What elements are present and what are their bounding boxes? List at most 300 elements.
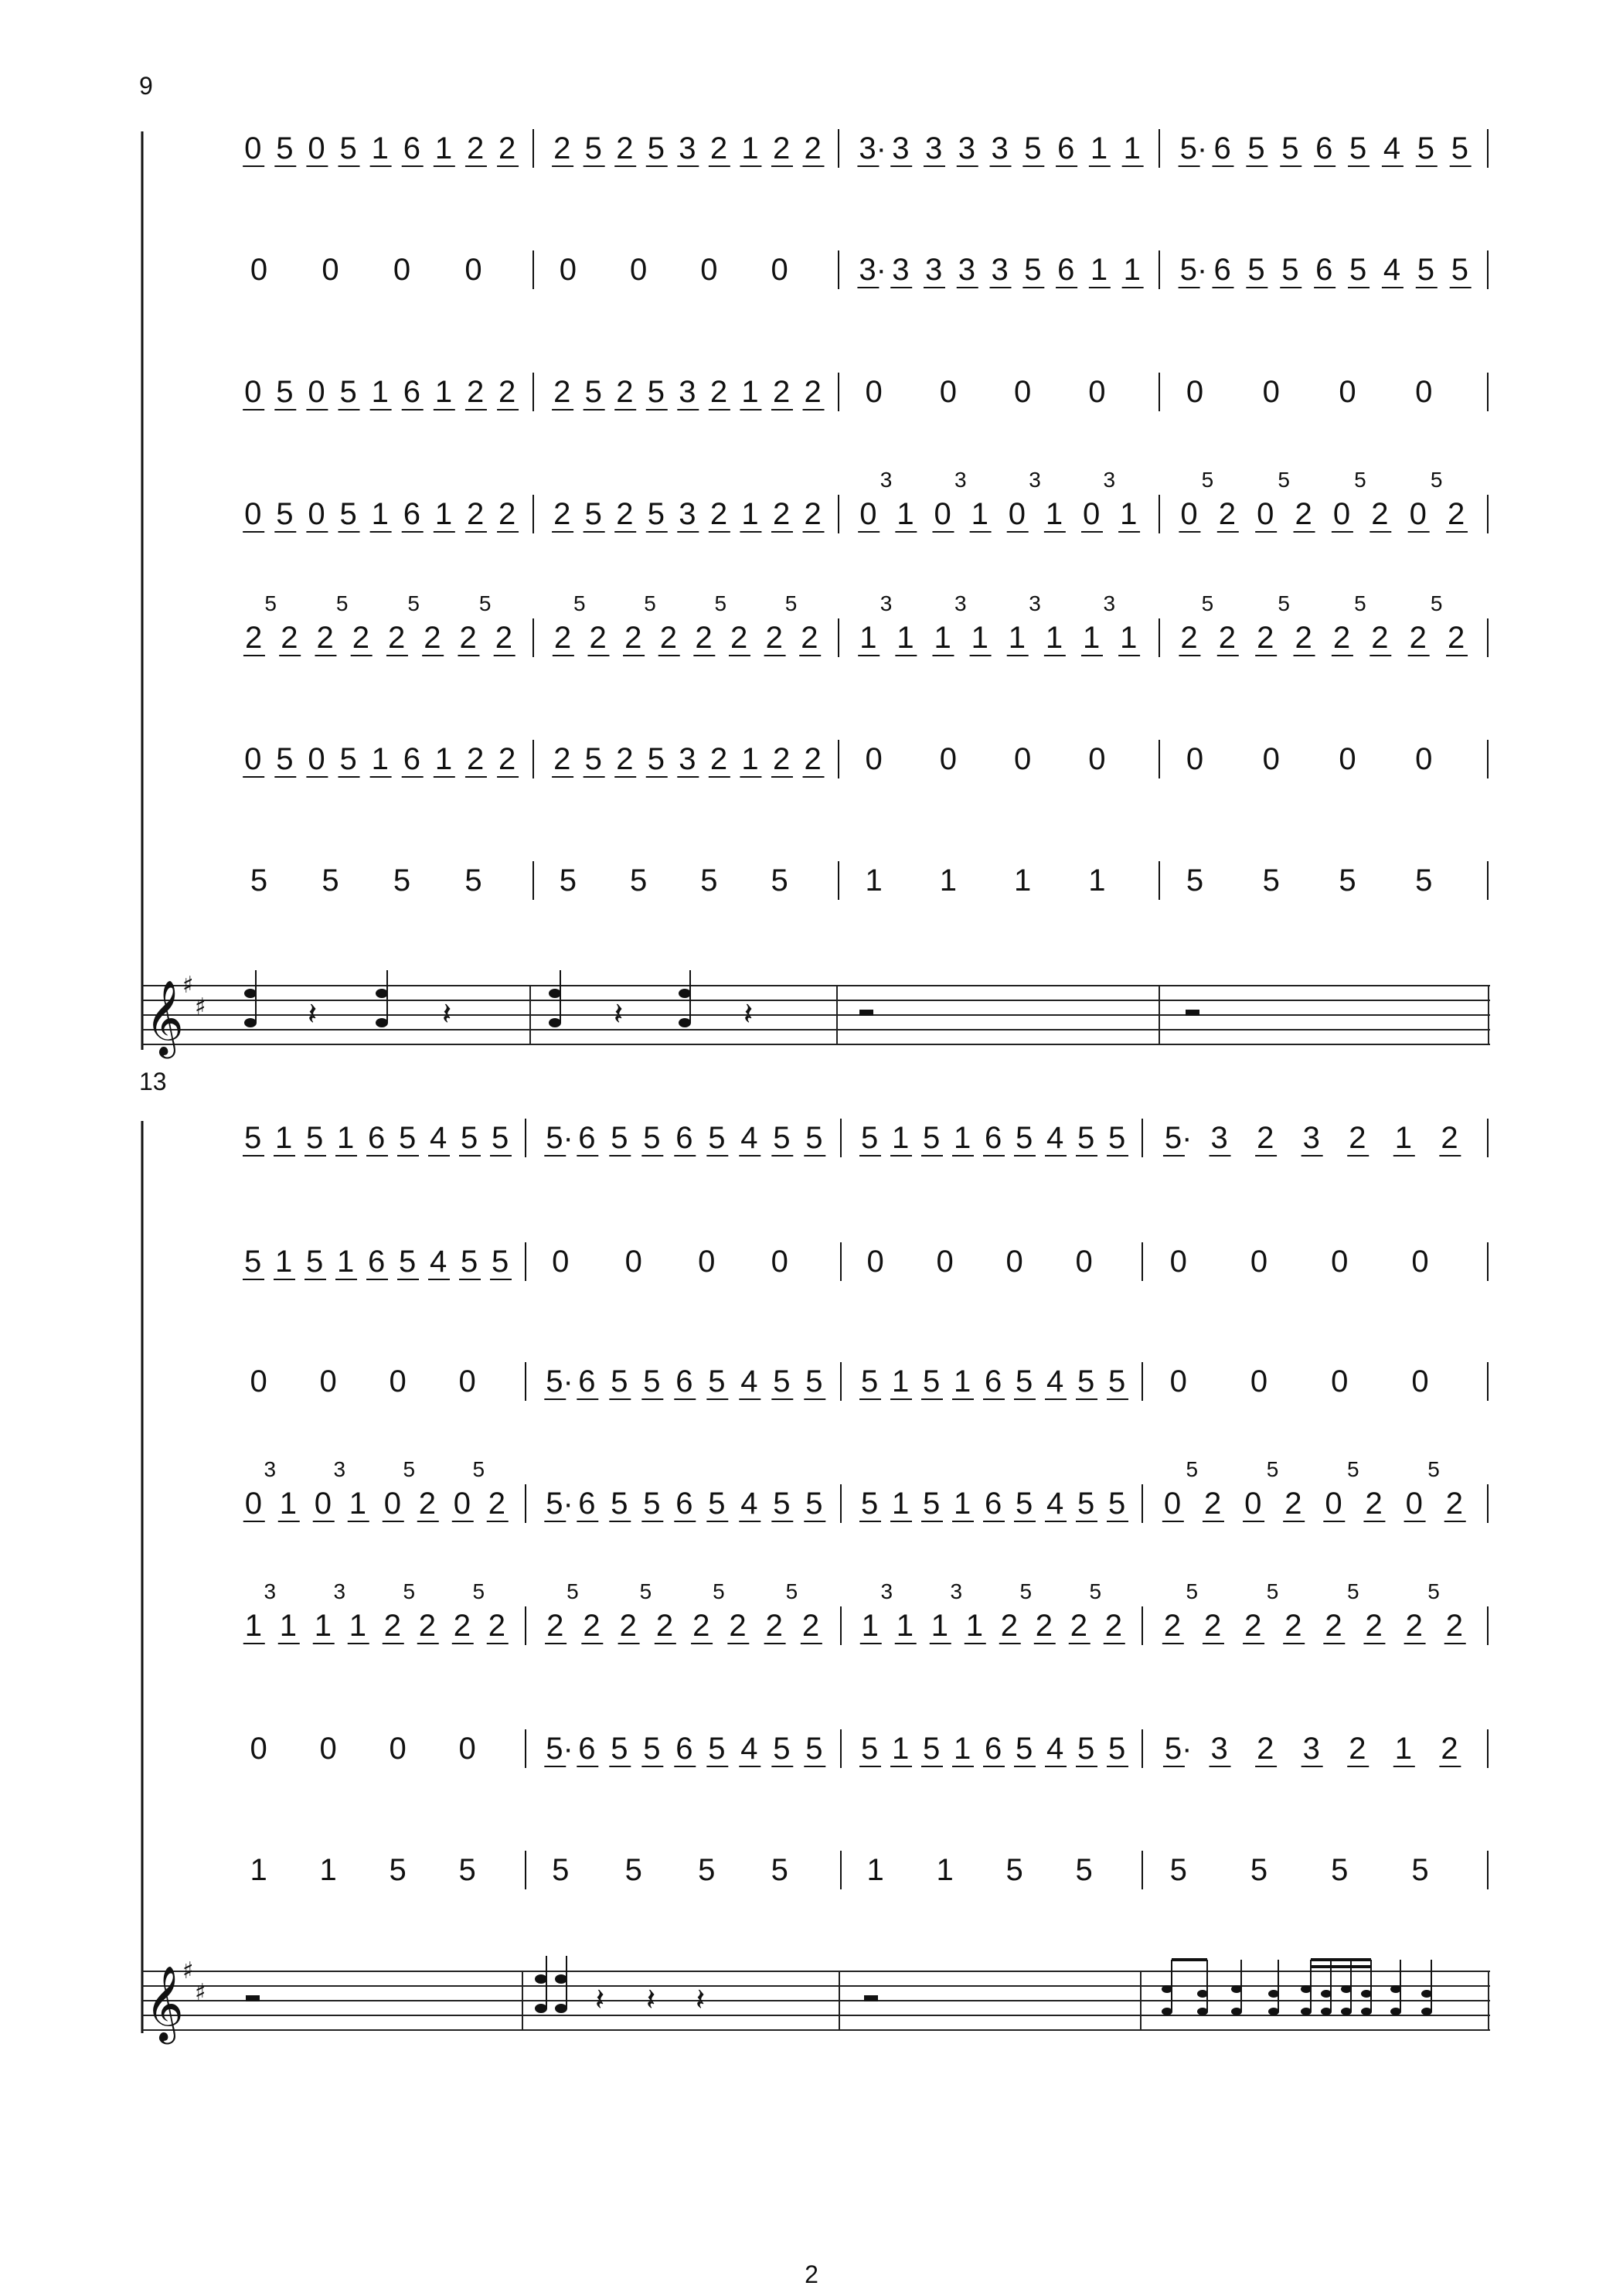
chord-mark: 5 xyxy=(714,591,727,615)
jianpu-note: 2 xyxy=(418,1487,436,1521)
jianpu-note: 3 xyxy=(924,253,943,287)
jianpu-note: 5 xyxy=(559,864,577,898)
jianpu-note: 3 xyxy=(1210,1732,1228,1766)
jianpu-note: 5 xyxy=(464,864,482,898)
jianpu-note: 0 xyxy=(865,375,883,409)
jianpu-note: 5 xyxy=(339,742,357,776)
jianpu-note: 0 xyxy=(250,1364,267,1398)
sharp-icon: ♯ xyxy=(195,1979,206,2006)
jianpu-note: 6 xyxy=(368,1121,386,1155)
jianpu-note: 0 xyxy=(250,253,268,287)
jianpu-note: 2 xyxy=(730,621,748,655)
chord-mark: 3 xyxy=(1103,591,1116,615)
jianpu-note: 1 xyxy=(279,1609,297,1643)
whole-rest-icon xyxy=(246,1995,260,2001)
chord-mark: 5 xyxy=(1427,1457,1440,1481)
jianpu-note: 6 xyxy=(675,1487,693,1521)
jianpu-note: 1 xyxy=(434,742,453,776)
jianpu-note: 6 xyxy=(985,1487,1002,1521)
jianpu-note: 2 xyxy=(553,742,571,776)
jianpu-note: 4 xyxy=(740,1121,758,1155)
notehead xyxy=(1301,2008,1312,2015)
jianpu-note: 0 xyxy=(1169,1245,1187,1279)
jianpu-note: 1 xyxy=(279,1487,297,1521)
jianpu-note: 2 xyxy=(1203,1487,1222,1521)
jianpu-note: 2 xyxy=(772,375,791,409)
jianpu-note: 5 xyxy=(698,1853,716,1887)
jianpu-note: 5 xyxy=(1016,1364,1033,1398)
jianpu-note: 5 xyxy=(700,864,718,898)
jianpu-note: 5 xyxy=(805,1732,823,1766)
jianpu-note: 1 xyxy=(319,1853,337,1887)
jianpu-note: 2 xyxy=(453,1609,471,1643)
jianpu-note: 0 xyxy=(244,497,262,531)
jianpu-note: 2 xyxy=(1371,497,1389,531)
jianpu-note: 0 xyxy=(552,1245,570,1279)
jianpu-note: 0 xyxy=(866,1245,884,1279)
jianpu-note: 5 xyxy=(611,1732,628,1766)
jianpu-note: 5 xyxy=(1016,1121,1033,1155)
jianpu-note: 5 xyxy=(1024,131,1042,165)
jianpu-note: 6 xyxy=(985,1364,1002,1398)
jianpu-note: 5 xyxy=(923,1121,941,1155)
staff xyxy=(142,1956,1490,2044)
jianpu-note: 5 xyxy=(647,497,665,531)
chord-mark: 5 xyxy=(639,1579,652,1603)
jianpu-note: 6 xyxy=(368,1245,386,1279)
jianpu-note: 5 xyxy=(1349,131,1367,165)
jianpu-note: 6 xyxy=(985,1121,1002,1155)
jianpu-note: 2 xyxy=(1405,1609,1423,1643)
jianpu-note: 0 xyxy=(308,375,325,409)
chord-mark: 5 xyxy=(1427,1579,1440,1603)
jianpu-note: 6 xyxy=(403,497,420,531)
jianpu-note: 5 xyxy=(773,1732,791,1766)
jianpu-note: 2 xyxy=(352,621,369,655)
jianpu-note: 5 xyxy=(1339,864,1356,898)
jianpu-note: 3 xyxy=(679,497,696,531)
sharp-icon: ♯ xyxy=(182,972,194,999)
jianpu-note: 1 xyxy=(954,1487,971,1521)
jianpu-note: 5 xyxy=(461,1245,478,1279)
jianpu-note: 0 xyxy=(308,497,325,531)
jianpu-note: 0 xyxy=(244,131,262,165)
jianpu-note: 5 xyxy=(771,1853,788,1887)
jianpu-note: 5 xyxy=(276,497,294,531)
jianpu-note: 1 xyxy=(971,621,988,655)
jianpu-note: 5 xyxy=(923,1732,941,1766)
measure-number-label: 9 xyxy=(139,72,153,100)
jianpu-note: 3 xyxy=(892,131,910,165)
jianpu-note: 3· xyxy=(859,131,886,165)
jianpu-note: 5 xyxy=(492,1121,509,1155)
jianpu-note: 3 xyxy=(1302,1121,1320,1155)
jianpu-note: 1 xyxy=(371,375,389,409)
jianpu-note: 0 xyxy=(1163,1487,1182,1521)
jianpu-note: 2 xyxy=(383,1609,401,1643)
jianpu-note: 5· xyxy=(1164,1732,1193,1766)
jianpu-note: 6 xyxy=(1213,131,1231,165)
jianpu-note: 5 xyxy=(389,1853,407,1887)
whole-rest-icon xyxy=(859,1010,873,1016)
jianpu-note: 2 xyxy=(553,375,571,409)
jianpu-note: 5 xyxy=(629,864,648,898)
rest-icon: 𝄽 xyxy=(646,1982,656,2018)
jianpu-note: 0 xyxy=(629,253,648,287)
jianpu-note: 2 xyxy=(616,131,634,165)
jianpu-note: 4 xyxy=(1383,253,1401,287)
jianpu-note: 5 xyxy=(458,1853,476,1887)
jianpu-note: 0 xyxy=(1008,497,1026,531)
jianpu-note: 0 xyxy=(771,1245,788,1279)
jianpu-note: 5 xyxy=(643,1364,661,1398)
jianpu-note: 0 xyxy=(1332,497,1351,531)
jianpu-note: 2 xyxy=(553,131,571,165)
chord-mark: 5 xyxy=(573,591,586,615)
jianpu-note: 2 xyxy=(624,621,642,655)
jianpu-note: 5 xyxy=(643,1732,661,1766)
jianpu-note: 0 xyxy=(250,1732,267,1766)
chord-mark: 5 xyxy=(407,591,420,615)
jianpu-note: 5 xyxy=(584,375,602,409)
notehead xyxy=(1341,1985,1352,1993)
jianpu-note: 0 xyxy=(624,1245,642,1279)
jianpu-note: 2 xyxy=(424,621,441,655)
chord-mark: 5 xyxy=(1346,1457,1359,1481)
jianpu-note: 2 xyxy=(729,1609,747,1643)
jianpu-note: 0 xyxy=(1415,742,1433,776)
jianpu-note: 0 xyxy=(1088,375,1106,409)
jianpu-note: 5 xyxy=(339,375,357,409)
jianpu-note: 5 xyxy=(250,864,268,898)
jianpu-note: 6 xyxy=(1057,253,1075,287)
jianpu-note: 6 xyxy=(985,1732,1002,1766)
jianpu-note: 2 xyxy=(1365,1487,1383,1521)
jianpu-note: 0 xyxy=(308,131,325,165)
jianpu-note: 0 xyxy=(1415,375,1433,409)
rest-icon: 𝄽 xyxy=(696,1982,706,2018)
jianpu-note: 2 xyxy=(1284,1609,1302,1643)
jianpu-note: 0 xyxy=(700,253,718,287)
jianpu-note: 5 xyxy=(1075,1853,1093,1887)
jianpu-note: 1 xyxy=(1090,253,1108,287)
jianpu-note: 0 xyxy=(393,253,411,287)
notehead xyxy=(679,1018,691,1027)
jianpu-note: 0 xyxy=(1339,375,1356,409)
numbered-notation-system xyxy=(243,129,1488,900)
jianpu-note: 3 xyxy=(991,131,1009,165)
jianpu-note: 6 xyxy=(1315,253,1333,287)
staff xyxy=(142,970,1490,1058)
jianpu-note: 2 xyxy=(1332,621,1351,655)
chord-mark: 5 xyxy=(644,591,656,615)
jianpu-note: 3 xyxy=(958,131,975,165)
jianpu-note: 2 xyxy=(418,1609,436,1643)
jianpu-note: 3 xyxy=(679,742,696,776)
chord-mark: 5 xyxy=(567,1579,579,1603)
rest-icon: 𝄽 xyxy=(614,996,624,1032)
notehead xyxy=(535,1974,547,1984)
jianpu-note: 0 xyxy=(1405,1487,1423,1521)
jianpu-note: 6 xyxy=(675,1364,693,1398)
jianpu-note: 1 xyxy=(1394,1732,1413,1766)
chord-mark: 3 xyxy=(954,468,967,492)
jianpu-note: 1 xyxy=(371,497,389,531)
chord-mark: 5 xyxy=(1430,468,1443,492)
jianpu-note: 1 xyxy=(859,621,877,655)
notehead xyxy=(535,2004,547,2013)
chord-mark: 5 xyxy=(1266,1457,1279,1481)
jianpu-note: 1 xyxy=(314,1609,332,1643)
jianpu-note: 2 xyxy=(616,742,634,776)
jianpu-note: 5 xyxy=(1281,253,1299,287)
rest-icon: 𝄽 xyxy=(308,996,318,1032)
jianpu-note: 2 xyxy=(1325,1609,1342,1643)
jianpu-note: 0 xyxy=(865,742,883,776)
jianpu-note: 0 xyxy=(389,1364,407,1398)
jianpu-note: 5 xyxy=(1349,253,1367,287)
jianpu-note: 5 xyxy=(1331,1853,1349,1887)
jianpu-note: 0 xyxy=(464,253,482,287)
jianpu-note: 2 xyxy=(1349,1732,1366,1766)
jianpu-note: 5 xyxy=(584,131,602,165)
jianpu-note: 2 xyxy=(553,621,572,655)
jianpu-note: 3 xyxy=(1302,1732,1320,1766)
jianpu-note: 2 xyxy=(1244,1609,1262,1643)
sharp-icon: ♯ xyxy=(195,993,206,1020)
notehead xyxy=(1268,1990,1279,1998)
chord-mark: 5 xyxy=(713,1579,725,1603)
jianpu-note: 2 xyxy=(459,621,477,655)
jianpu-note: 0 xyxy=(934,497,951,531)
jianpu-note: 1 xyxy=(934,621,951,655)
jianpu-note: 5· xyxy=(546,1487,573,1521)
jianpu-note: 6 xyxy=(578,1487,596,1521)
jianpu-note: 5 xyxy=(461,1121,478,1155)
jianpu-note: 5 xyxy=(1016,1487,1033,1521)
jianpu-note: 5 xyxy=(1247,253,1265,287)
jianpu-note: 5· xyxy=(1179,131,1208,165)
jianpu-note: 2 xyxy=(553,497,571,531)
chord-mark: 5 xyxy=(1346,1579,1359,1603)
jianpu-note: 2 xyxy=(1349,1121,1366,1155)
notehead xyxy=(1321,1990,1332,1998)
jianpu-note: 0 xyxy=(314,1487,332,1521)
jianpu-note: 0 xyxy=(1325,1487,1342,1521)
page-number: 2 xyxy=(805,2260,818,2288)
jianpu-note: 5· xyxy=(546,1364,573,1398)
jianpu-note: 2 xyxy=(244,621,263,655)
jianpu-note: 0 xyxy=(1169,1364,1187,1398)
whole-rest-icon xyxy=(1186,1010,1199,1016)
jianpu-note: 4 xyxy=(430,1245,447,1279)
jianpu-note: 5 xyxy=(1247,131,1265,165)
chord-mark: 5 xyxy=(1354,468,1366,492)
chord-mark: 5 xyxy=(472,1457,485,1481)
notehead xyxy=(1421,1990,1432,1998)
jianpu-note: 0 xyxy=(1244,1487,1262,1521)
notehead xyxy=(1361,1990,1372,1998)
jianpu-note: 0 xyxy=(244,1487,262,1521)
jianpu-note: 0 xyxy=(1339,742,1356,776)
jianpu-note: 5 xyxy=(708,1121,726,1155)
jianpu-note: 0 xyxy=(936,1245,954,1279)
jianpu-note: 5 xyxy=(805,1487,823,1521)
numbered-notation-system xyxy=(243,1119,1488,1889)
notehead xyxy=(1390,1985,1401,1993)
jianpu-note: 2 xyxy=(709,742,728,776)
jianpu-note: 2 xyxy=(498,742,516,776)
jianpu-note: 2 xyxy=(1035,1609,1053,1643)
jianpu-note: 5 xyxy=(339,131,357,165)
chord-mark: 3 xyxy=(880,591,893,615)
jianpu-note: 2 xyxy=(281,621,298,655)
jianpu-note: 1 xyxy=(936,1853,954,1887)
jianpu-note: 1 xyxy=(1082,621,1101,655)
jianpu-note: 5 xyxy=(805,1364,823,1398)
jianpu-note: 5 xyxy=(643,1487,661,1521)
jianpu-note: 2 xyxy=(1284,1487,1302,1521)
jianpu-note: 4 xyxy=(430,1121,447,1155)
jianpu-note: 1 xyxy=(250,1853,267,1887)
jianpu-note: 2 xyxy=(804,742,822,776)
whole-rest-icon xyxy=(864,1995,878,2001)
jianpu-note: 6 xyxy=(675,1121,693,1155)
notehead xyxy=(1197,1990,1208,1998)
jianpu-note: 5 xyxy=(773,1121,791,1155)
jianpu-note: 0 xyxy=(1409,497,1427,531)
jianpu-note: 3 xyxy=(991,253,1009,287)
notehead xyxy=(1268,2008,1279,2015)
jianpu-note: 5 xyxy=(1451,131,1468,165)
jianpu-note: 5 xyxy=(244,1245,262,1279)
chord-mark: 5 xyxy=(1354,591,1366,615)
jianpu-note: 0 xyxy=(1075,1245,1093,1279)
jianpu-note: 5 xyxy=(923,1364,941,1398)
jianpu-note: 2 xyxy=(616,497,634,531)
jianpu-note: 5 xyxy=(1108,1364,1126,1398)
jianpu-note: 2 xyxy=(1371,621,1389,655)
jianpu-note: 5 xyxy=(393,864,411,898)
jianpu-note: 3 xyxy=(679,375,696,409)
jianpu-note: 2 xyxy=(765,621,783,655)
jianpu-note: 5 xyxy=(624,1853,642,1887)
jianpu-note: 0 xyxy=(1257,497,1274,531)
jianpu-note: 1 xyxy=(1090,131,1108,165)
jianpu-note: 2 xyxy=(466,497,485,531)
notehead xyxy=(376,1018,388,1027)
jianpu-note: 1 xyxy=(897,621,914,655)
jianpu-note: 5 xyxy=(771,864,788,898)
jianpu-note: 2 xyxy=(772,497,791,531)
jianpu-note: 6 xyxy=(1315,131,1333,165)
jianpu-note: 1 xyxy=(244,1609,262,1643)
notehead xyxy=(679,989,691,998)
jianpu-note: 5 xyxy=(584,742,602,776)
chord-mark: 3 xyxy=(954,591,967,615)
jianpu-note: 1 xyxy=(954,1732,971,1766)
jianpu-note: 2 xyxy=(1257,1732,1274,1766)
jianpu-note: 6 xyxy=(578,1732,596,1766)
jianpu-note: 2 xyxy=(1295,497,1312,531)
jianpu-note: 6 xyxy=(578,1364,596,1398)
jianpu-note: 2 xyxy=(804,375,822,409)
jianpu-note: 2 xyxy=(1257,1121,1274,1155)
jianpu-note: 5 xyxy=(647,131,665,165)
notehead xyxy=(244,1018,257,1027)
chord-mark: 3 xyxy=(264,1457,277,1481)
jianpu-note: 5 xyxy=(1077,1121,1095,1155)
notehead xyxy=(555,2004,567,2013)
notehead xyxy=(1231,1985,1242,1993)
jianpu-note: 4 xyxy=(1046,1364,1064,1398)
notehead xyxy=(555,1974,567,1984)
chord-mark: 5 xyxy=(1278,468,1290,492)
jianpu-note: 0 xyxy=(1082,497,1101,531)
jianpu-note: 5 xyxy=(773,1487,791,1521)
notehead xyxy=(1231,2008,1242,2015)
jianpu-note: 5 xyxy=(552,1853,570,1887)
jianpu-note: 5 xyxy=(1108,1121,1126,1155)
notehead xyxy=(244,989,257,998)
chord-mark: 5 xyxy=(478,591,492,615)
jianpu-note: 2 xyxy=(765,1609,783,1643)
jianpu-note: 2 xyxy=(1180,621,1198,655)
jianpu-note: 1 xyxy=(954,1121,971,1155)
chord-mark: 5 xyxy=(1201,591,1214,615)
jianpu-note: 3 xyxy=(892,253,910,287)
jianpu-note: 0 xyxy=(383,1487,401,1521)
chord-mark: 3 xyxy=(1103,468,1116,492)
jianpu-note: 2 xyxy=(692,1609,710,1643)
jianpu-note: 5 xyxy=(1186,864,1204,898)
chord-mark: 5 xyxy=(1430,591,1443,615)
jianpu-note: 5 xyxy=(322,864,339,898)
jianpu-note: 2 xyxy=(616,375,634,409)
jianpu-note: 1 xyxy=(1045,497,1063,531)
jianpu-note: 5 xyxy=(611,1487,628,1521)
jianpu-note: 5 xyxy=(773,1364,791,1398)
measure-number-label: 13 xyxy=(139,1068,167,1095)
jianpu-note: 5· xyxy=(1179,253,1208,287)
jianpu-note: 5 xyxy=(1262,864,1280,898)
notehead xyxy=(1361,2008,1372,2015)
jianpu-note: 5 xyxy=(584,497,602,531)
jianpu-note: 6 xyxy=(403,375,420,409)
jianpu-note: 4 xyxy=(1046,1121,1064,1155)
jianpu-note: 0 xyxy=(1262,742,1280,776)
jianpu-note: 1 xyxy=(1120,621,1138,655)
jianpu-note: 4 xyxy=(740,1364,758,1398)
jianpu-note: 1 xyxy=(865,864,883,898)
jianpu-note: 1 xyxy=(741,497,759,531)
jianpu-note: 2 xyxy=(1000,1609,1018,1643)
jianpu-note: 6 xyxy=(403,131,420,165)
jianpu-note: 2 xyxy=(1104,1609,1122,1643)
jianpu-note: 2 xyxy=(695,621,713,655)
jianpu-note: 0 xyxy=(1411,1245,1429,1279)
jianpu-note: 5 xyxy=(1417,253,1435,287)
jianpu-note: 1 xyxy=(434,375,453,409)
chord-mark: 3 xyxy=(880,1579,893,1603)
jianpu-note: 2 xyxy=(659,621,677,655)
jianpu-note: 2 xyxy=(498,497,516,531)
jianpu-note: 1 xyxy=(741,131,759,165)
chord-mark: 5 xyxy=(1278,591,1290,615)
jianpu-note: 5 xyxy=(1077,1732,1095,1766)
jianpu-note: 2 xyxy=(589,621,607,655)
jianpu-note: 0 xyxy=(1411,1364,1429,1398)
